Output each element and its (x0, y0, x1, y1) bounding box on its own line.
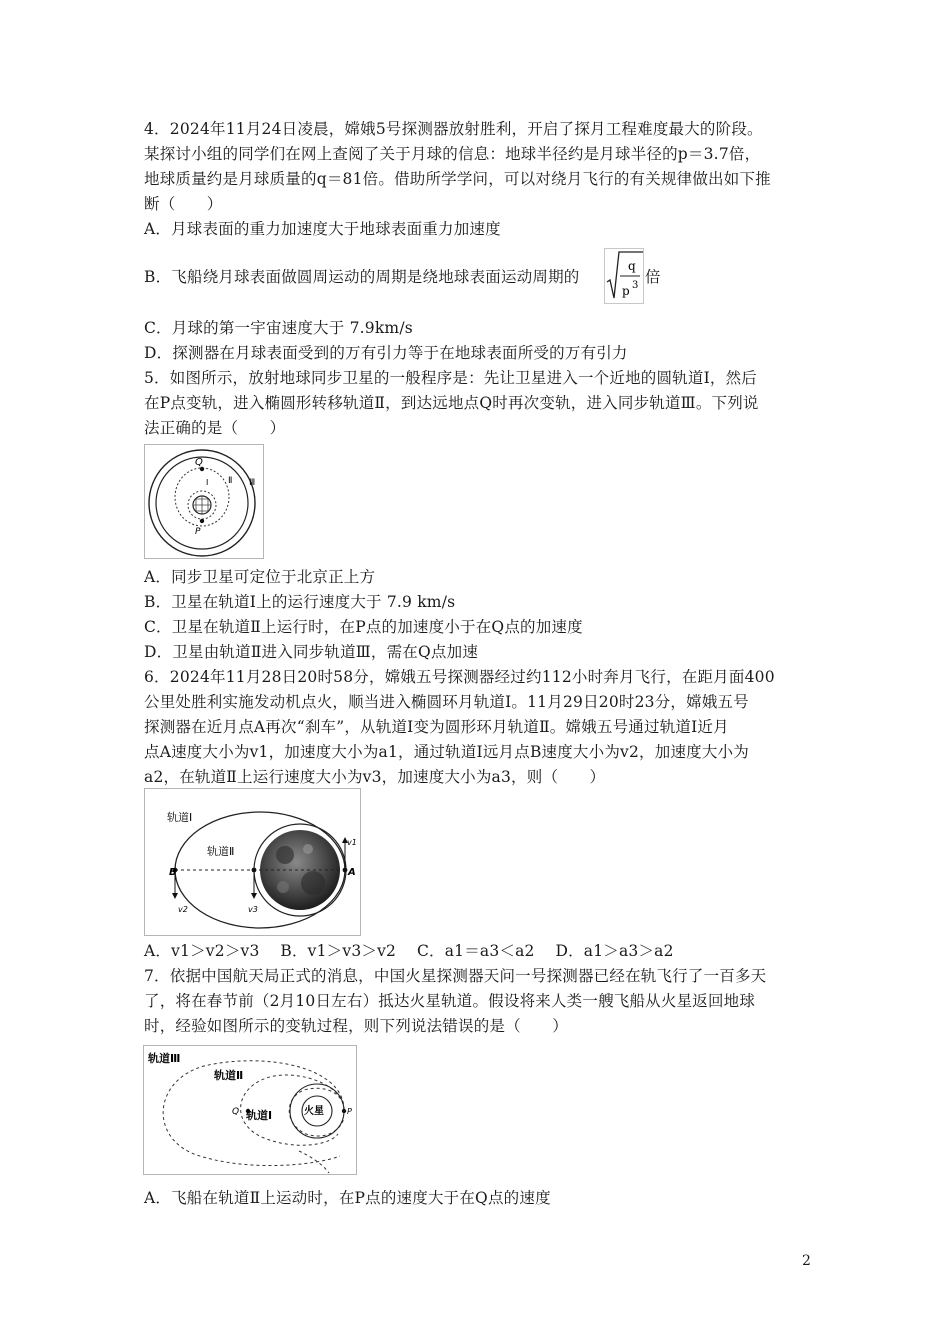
q7-line-1: 7．依据中国航天局正式的消息，中国火星探测器天问一号探测器已经在轨飞行了一百多天 (144, 967, 767, 985)
q6-line-4: 点A速度大小为v1，加速度大小为a1，通过轨道Ⅰ远月点B速度大小为v2，加速度大小为 (144, 743, 749, 761)
q6-options: A．v1＞v2＞v3 B．v1＞v3＞v2 C．a1＝a3＜a2 D．a1＞a3＞a2 (144, 942, 674, 960)
q4-line-3: 地球质量约是月球质量的q＝81倍。借助所学学问，可以对绕月飞行的有关规律做出如下推 (144, 170, 771, 188)
label-orbit-2: Ⅱ (228, 476, 233, 486)
q4-line-1: 4．2024年11月24日凌晨，嫦娥5号探测器放射胜利，开启了探月工程难度最大的阶段。 (144, 120, 763, 138)
label-b: B (169, 867, 177, 878)
label-q: Q (195, 457, 203, 468)
q5-option-d: D．卫星由轨道Ⅱ进入同步轨道Ⅲ，需在Q点加速 (144, 643, 479, 661)
label-orbit-2: 轨道Ⅱ (207, 845, 235, 858)
formula-q: q (628, 259, 636, 273)
q4-option-b: B．飞船绕月球表面做圆周运动的周期是绕地球表面运动周期的 (144, 268, 580, 286)
label-a: A (348, 867, 356, 878)
q6-line-1: 6．2024年11月28日20时58分，嫦娥五号探测器经过约112小时奔月飞行，在距月面400 (144, 668, 775, 686)
q5-line-2: 在P点变轨，进入椭圆形转移轨道Ⅱ，到达远地点Q时再次变轨，进入同步轨道Ⅲ。下列说 (144, 394, 759, 412)
q6-line-2: 公里处胜利实施发动机点火，顺当进入椭圆环月轨道Ⅰ。11月29日20时23分，嫦娥五号 (144, 693, 749, 711)
q4-option-d: D．探测器在月球表面受到的万有引力等于在地球表面所受的万有引力 (144, 344, 628, 362)
q7-mars-orbit-figure (143, 1045, 357, 1175)
q5-line-3: 法正确的是（ ） (144, 419, 286, 437)
label-mars: 火星 (304, 1106, 324, 1117)
q6-lunar-orbit-figure (144, 788, 361, 936)
label-orbit-1: 轨道Ⅰ (167, 811, 193, 824)
q7-option-a: A．飞船在轨道Ⅱ上运动时，在P点的速度大于在Q点的速度 (144, 1189, 551, 1207)
q4-option-b-suffix: 倍 (645, 268, 661, 286)
label-orbit-2: 轨道Ⅱ (214, 1069, 244, 1082)
label-orbit-3: 轨道Ⅲ (148, 1052, 181, 1065)
label-p: P (195, 527, 201, 537)
q5-line-1: 5．如图所示，放射地球同步卫星的一般程序是：先让卫星进入一个近地的圆轨道Ⅰ，然后 (144, 369, 757, 387)
q6-line-3: 探测器在近月点A再次“刹车”，从轨道Ⅰ变为圆形环月轨道Ⅱ。嫦娥五号通过轨道Ⅰ近月 (144, 718, 729, 736)
label-q: Q (232, 1107, 240, 1117)
q5-option-c: C．卫星在轨道Ⅱ上运行时，在P点的加速度小于在Q点的加速度 (144, 618, 583, 636)
formula-exponent: 3 (632, 280, 639, 291)
q4-option-c: C．月球的第一宇宙速度大于 7.9km/s (144, 319, 413, 337)
label-v1: v1 (347, 838, 357, 847)
q7-line-3: 时，经验如图所示的变轨过程，则下列说法错误的是（ ） (144, 1017, 568, 1035)
q6-line-5: a2，在轨道Ⅱ上运行速度大小为v3，加速度大小为a3，则（ ） (144, 768, 606, 786)
page-number: 2 (802, 1253, 811, 1269)
label-v3: v3 (248, 905, 258, 914)
q5-option-a: A．同步卫星可定位于北京正上方 (144, 568, 376, 586)
q4-line-4: 断（ ） (144, 195, 223, 213)
q5-option-b: B．卫星在轨道Ⅰ上的运行速度大于 7.9 km/s (144, 593, 456, 611)
q5-orbit-figure (144, 444, 264, 559)
q4-line-2: 某探讨小组的同学们在网上查阅了关于月球的信息：地球半径约是月球半径的p＝3.7倍， (144, 145, 761, 163)
label-orbit-1: 轨道Ⅰ (246, 1109, 273, 1122)
label-p: P (347, 1107, 352, 1116)
sqrt-formula (604, 248, 644, 304)
label-orbit-1: Ⅰ (206, 478, 209, 487)
label-orbit-3: Ⅲ (249, 478, 256, 488)
q4-option-a: A．月球表面的重力加速度大于地球表面重力加速度 (144, 220, 501, 238)
formula-p: p (622, 284, 630, 298)
q7-line-2: 了，将在春节前（2月10日左右）抵达火星轨道。假设将来人类一艘飞船从火星返回地球 (144, 992, 756, 1010)
label-v2: v2 (178, 905, 188, 914)
